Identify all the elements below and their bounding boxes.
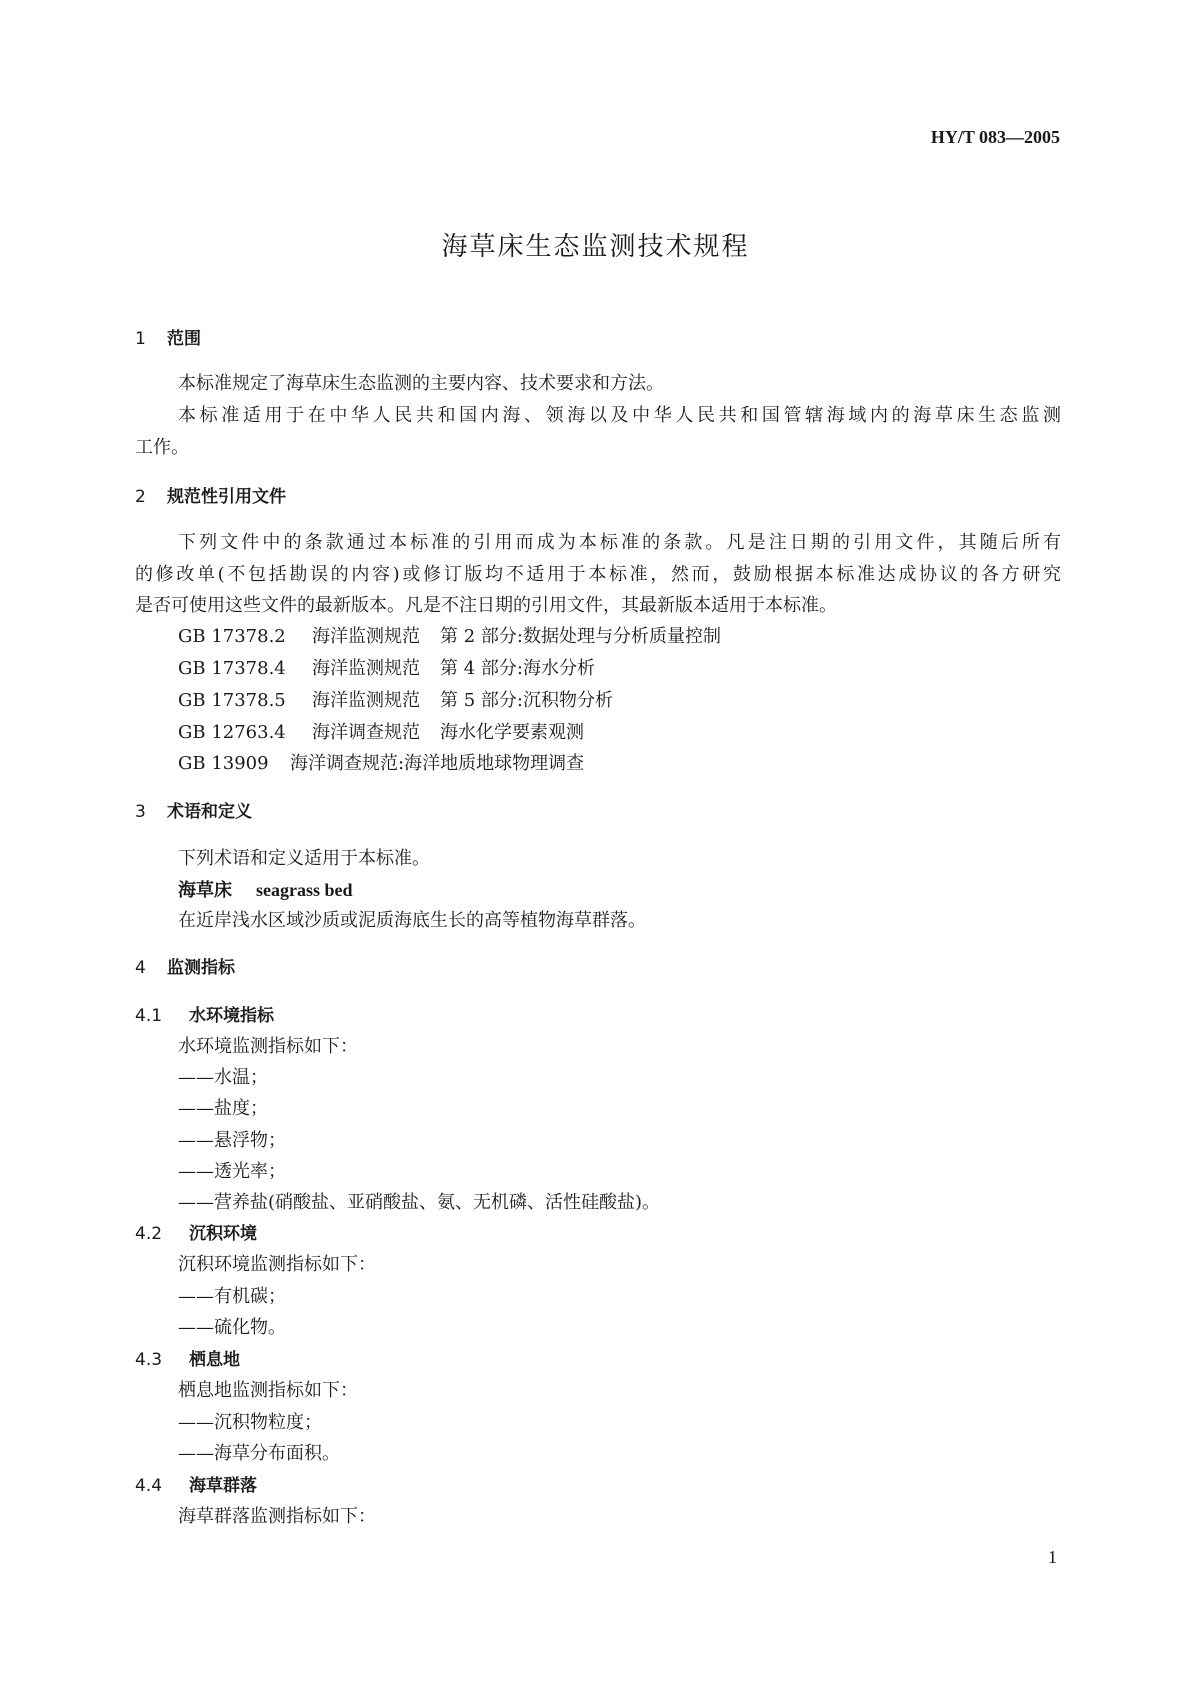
paragraph: 的修改单(不包括勘误的内容)或修订版均不适用于本标准，然而，鼓励根据本标准达成协议的各方研究 <box>135 564 1061 585</box>
ref-part: 第 2 部分:数据处理与分析质量控制 <box>440 626 721 647</box>
list-item: ——海草分布面积。 <box>178 1443 340 1464</box>
ref-code: GB 12763.4 <box>178 722 286 743</box>
ref-name: 海洋调查规范:海洋地质地球物理调查 <box>290 753 585 774</box>
section-title: 水环境指标 <box>189 1006 274 1026</box>
section-title: 术语和定义 <box>167 802 252 822</box>
section-number: 4.1 <box>135 1006 163 1026</box>
section-number: 3 <box>135 802 146 822</box>
subsection-4-3-heading <box>135 1349 240 1371</box>
paragraph: 下列文件中的条款通过本标准的引用而成为本标准的条款。凡是注日期的引用文件，其随后所有 <box>178 532 1061 553</box>
ref-code: GB 17378.2 <box>178 626 286 647</box>
reference-item <box>178 626 721 648</box>
section-number: 1 <box>135 329 146 349</box>
section-title: 监测指标 <box>167 958 235 978</box>
paragraph: 栖息地监测指标如下： <box>178 1380 358 1401</box>
section-number: 4.4 <box>135 1476 163 1496</box>
reference-item <box>178 690 613 712</box>
subsection-4-1-heading <box>135 1005 274 1027</box>
ref-code: GB 13909 <box>178 753 269 774</box>
ref-name: 海洋监测规范 <box>312 658 420 679</box>
subsection-4-2-heading <box>135 1223 257 1245</box>
list-item: ——沉积物粒度； <box>178 1412 322 1433</box>
list-item: ——悬浮物； <box>178 1130 286 1151</box>
term <box>178 879 353 902</box>
paragraph: 海草群落监测指标如下： <box>178 1506 376 1527</box>
ref-name: 海洋监测规范 <box>312 690 420 711</box>
paragraph: 下列术语和定义适用于本标准。 <box>178 848 430 869</box>
definition: 在近岸浅水区域沙质或泥质海底生长的高等植物海草群落。 <box>178 910 646 931</box>
section-number: 4 <box>135 958 146 978</box>
list-item: ——盐度； <box>178 1098 268 1119</box>
paragraph: 水环境监测指标如下： <box>178 1036 358 1057</box>
paragraph: 是否可使用这些文件的最新版本。凡是不注日期的引用文件，其最新版本适用于本标准。 <box>135 595 837 616</box>
paragraph: 本标准适用于在中华人民共和国内海、领海以及中华人民共和国管辖海域内的海草床生态监测 <box>178 405 1061 426</box>
section-title: 海草群落 <box>189 1476 257 1496</box>
section-3-heading <box>135 801 252 823</box>
list-item: ——透光率； <box>178 1161 286 1182</box>
ref-name: 海洋监测规范 <box>312 626 420 647</box>
ref-part: 第 4 部分:海水分析 <box>440 658 595 679</box>
ref-part: 海水化学要素观测 <box>440 722 584 743</box>
section-number: 4.2 <box>135 1224 163 1244</box>
section-number: 4.3 <box>135 1350 163 1370</box>
section-1-heading <box>135 328 201 350</box>
list-item: ——硫化物。 <box>178 1317 286 1338</box>
section-title: 栖息地 <box>189 1350 240 1370</box>
reference-item <box>178 753 584 775</box>
subsection-4-4-heading <box>135 1475 257 1497</box>
paragraph: 工作。 <box>135 437 189 458</box>
section-number: 2 <box>135 487 146 507</box>
list-item: ——水温； <box>178 1067 268 1088</box>
section-title: 规范性引用文件 <box>167 487 286 507</box>
list-item: ——有机碳； <box>178 1286 286 1307</box>
term-chinese: 海草床 <box>178 880 232 901</box>
section-title: 沉积环境 <box>189 1224 257 1244</box>
ref-part: 第 5 部分:沉积物分析 <box>440 690 613 711</box>
section-title: 范围 <box>167 329 201 349</box>
page-title: 海草床生态监测技术规程 <box>441 232 750 262</box>
term-english: seagrass bed <box>256 880 353 900</box>
ref-code: GB 17378.5 <box>178 690 286 711</box>
ref-name: 海洋调查规范 <box>312 722 420 743</box>
ref-code: GB 17378.4 <box>178 658 286 679</box>
section-2-heading <box>135 486 286 508</box>
section-4-heading <box>135 957 235 979</box>
list-item: ——营养盐(硝酸盐、亚硝酸盐、氨、无机磷、活性硅酸盐)。 <box>178 1192 661 1213</box>
page-number: 1 <box>1048 1547 1057 1567</box>
standard-code: HY/T 083—2005 <box>930 127 1060 147</box>
paragraph: 本标准规定了海草床生态监测的主要内容、技术要求和方法。 <box>178 373 664 394</box>
reference-item <box>178 658 595 680</box>
paragraph: 沉积环境监测指标如下： <box>178 1254 376 1275</box>
reference-item <box>178 722 584 744</box>
